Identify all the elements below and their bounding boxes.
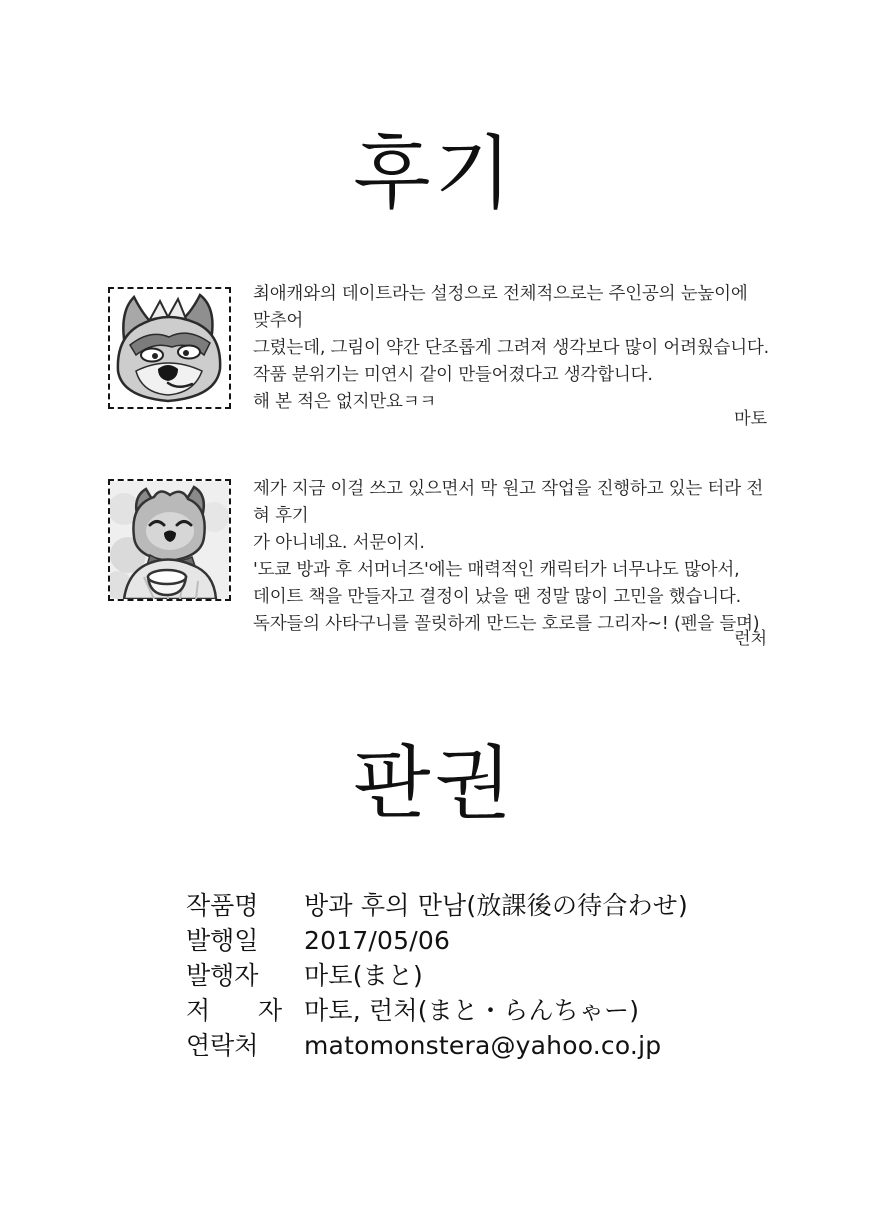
text-line: 제가 지금 이걸 쓰고 있으면서 막 원고 작업을 진행하고 있는 터라 전혀 후기 xyxy=(253,479,764,526)
text-line: '도쿄 방과 후 서머너즈'에는 매력적인 캐릭터가 너무나도 많아서, xyxy=(253,560,740,580)
colophon-value: 마토(まと) xyxy=(304,961,424,990)
colophon-value: 마토, 런처(まと・らんちゃー) xyxy=(304,996,640,1025)
signature-launcher: 런처 xyxy=(734,629,767,649)
signature-mato: 마토 xyxy=(734,409,767,429)
colophon-value: 방과 후의 만남(放課後の待合わせ) xyxy=(304,891,688,920)
colophon-label: 발행자 xyxy=(186,961,259,990)
colophon-row-authors xyxy=(186,991,746,1026)
colophon-value: 2017/05/06 xyxy=(304,926,451,955)
text-line: 최애캐와의 데이트라는 설정으로 전체적으로는 주인공의 눈높이에 맞추어 xyxy=(253,284,748,331)
afterword-entry-1-text xyxy=(253,281,769,416)
colophon-row-publisher xyxy=(186,956,746,991)
text-line: 그렸는데, 그림이 약간 단조롭게 그려져 생각보다 많이 어려웠습니다. xyxy=(253,338,770,358)
colophon-row-contact xyxy=(186,1026,746,1061)
dog-character-with-teacup-illustration xyxy=(108,479,231,601)
text-line: 가 아니네요. 서문이지. xyxy=(253,533,425,553)
text-line: 해 본 적은 없지만요ㅋㅋ xyxy=(253,392,437,412)
colophon-title: 판권 xyxy=(353,737,516,830)
afterword-title: 후기 xyxy=(353,127,516,220)
colophon-row-work-title xyxy=(186,886,746,921)
wolf-character-illustration xyxy=(108,287,231,409)
colophon-label: 발행일 xyxy=(186,926,259,955)
afterword-entry-2-text xyxy=(253,476,769,638)
colophon-label: 작품명 xyxy=(186,891,259,920)
text-line: 데이트 책을 만들자고 결정이 났을 땐 정말 많이 고민을 했습니다. xyxy=(253,587,741,607)
colophon-label: 저 자 xyxy=(186,996,282,1025)
wolf-portrait-drawing xyxy=(110,289,229,407)
dog-with-teacup-drawing xyxy=(110,481,229,599)
colophon-table xyxy=(186,886,746,1061)
text-line: 작품 분위기는 미연시 같이 만들어졌다고 생각합니다. xyxy=(253,365,653,385)
colophon-label: 연락처 xyxy=(186,1031,259,1060)
colophon-row-publication-date xyxy=(186,921,746,956)
text-line: 독자들의 사타구니를 꼴릿하게 만드는 호로를 그리자~! (펜을 들며) xyxy=(253,614,760,634)
colophon-value: matomonstera@yahoo.co.jp xyxy=(304,1031,662,1060)
